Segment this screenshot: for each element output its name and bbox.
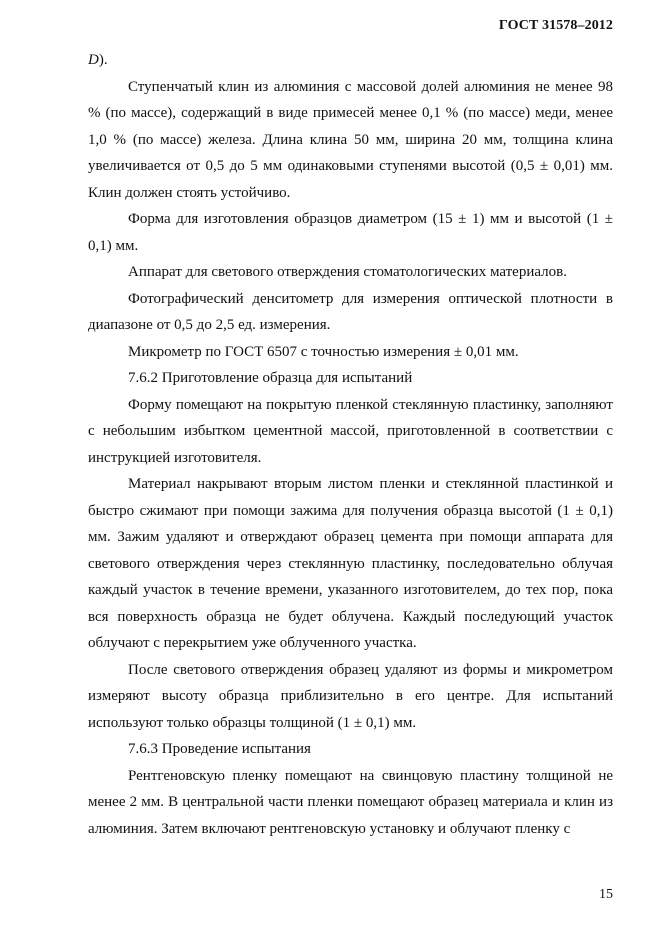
section-heading-7-6-3: 7.6.3 Проведение испытания [128, 741, 311, 757]
paragraph-curing-apparatus: Аппарат для светового отверждения стоматологических материалов. [128, 264, 567, 280]
paragraph-continuation [88, 47, 613, 74]
paragraph-curing-procedure: Материал накрывают вторым листом пленки и стеклянной пластинкой и быстро сжимают при помощи зажима для получения образца высотой (1 ± 0,1) мм. Зажим удаляют и отверждают образец цемента при помощи аппарата для светового отверждения через стеклянную пластинку, последовательно облучая каждый участок в течение времени, указанного изготовителем, до тех пор, пока вся поверхность образца не будет облучена. Каждый последующий участок облучают с перекрытием уже облученного участка. [88, 476, 613, 651]
paragraph-xray-film: Рентгеновскую пленку помещают на свинцовую пластину толщиной не менее 2 мм. В центральной части пленки помещают образец материала и клин из алюминия. Затем включают рентгеновскую установку и облучают пленку с [88, 767, 613, 837]
section-heading-7-6-2: 7.6.2 Приготовление образца для испытаний [128, 370, 413, 386]
paragraph-densitometer: Фотографический денситометр для измерения оптической плотности в диапазоне от 0,5 до 2,5 ед. измерения. [88, 290, 613, 333]
paragraph-aluminium-wedge: Ступенчатый клин из алюминия с массовой долей алюминия не менее 98 % (по массе), содержащий в виде примесей менее 0,1 % (по массе) меди, менее 1,0 % (по массе) железа. Длина клина 50 мм, ширина 20 мм, толщина клина увеличивается от 0,5 до 5 мм одинаковыми ступенями высотой (0,5 ± 0,01) мм. Клин должен стоять устойчиво. [88, 78, 613, 201]
document-id-header: ГОСТ 31578–2012 [498, 18, 613, 33]
paragraph-sample-mould: Форма для изготовления образцов диаметром (15 ± 1) мм и высотой (1 ± 0,1) мм. [88, 211, 613, 254]
paragraph-micrometer: Микрометр по ГОСТ 6507 с точностью измерения ± 0,01 мм. [128, 343, 519, 360]
italic-symbol: D [88, 52, 99, 68]
paragraph-thickness-check: После светового отверждения образец удаляют из формы и микрометром измеряют высоту образца приблизительно в его центре. Для испытаний используют только образцы толщиной (1 ± 0,1) мм. [88, 661, 613, 731]
paragraph-text: ). [98, 52, 108, 68]
paragraph-mould-placement: Форму помещают на покрытую пленкой стеклянную пластинку, заполняют с небольшим избытком цементной массой, приготовленной в соответствии с инструкцией изготовителя. [88, 396, 613, 466]
page-number: 15 [599, 887, 613, 902]
page-body [88, 47, 613, 842]
